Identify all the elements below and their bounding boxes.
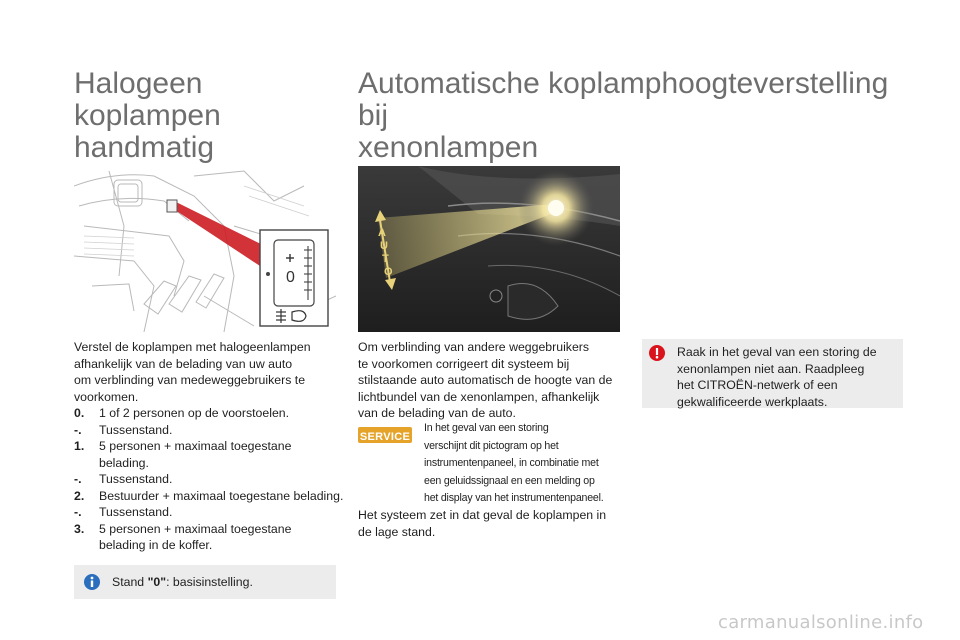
list-item <box>74 488 344 505</box>
service-description <box>424 420 624 508</box>
note-value: "0" <box>147 575 167 589</box>
list-text: 5 personen + maximaal toegestane belading. <box>99 439 292 470</box>
dashboard-drawing <box>74 166 336 332</box>
dial-zero-label: 0 <box>286 269 295 286</box>
auto-letter: U <box>380 240 388 252</box>
info-icon <box>84 574 100 590</box>
service-line: In het geval van een storing <box>424 422 549 434</box>
headlamp-photo <box>358 166 620 332</box>
auto-letter: T <box>382 253 389 265</box>
headlamp-adjust-illustration <box>74 166 336 332</box>
intro-line: te voorkomen corrigeert dit systeem bij <box>358 356 570 371</box>
right-title-line: xenonlampen <box>358 131 539 164</box>
list-number: 3. <box>74 521 85 536</box>
intro-line: Om verblinding van andere weggebruikers <box>358 340 590 354</box>
outro-line: de lage stand. <box>358 524 436 539</box>
outro-line: Het systeem zet in dat geval de koplampen in <box>358 508 607 522</box>
list-item <box>74 422 344 439</box>
left-intro <box>74 339 344 554</box>
info-note-text <box>112 574 253 591</box>
note-prefix: Stand <box>112 575 148 589</box>
list-number: -. <box>74 505 82 519</box>
right-title-line: Automatische koplamphoogteverstelling bij <box>358 67 889 132</box>
watermark: carmanualsonline.info <box>718 612 924 633</box>
intro-line: om verblinding van medeweggebruikers te <box>74 373 306 387</box>
xenon-headlamp-illustration <box>358 166 620 332</box>
list-text: Tussenstand. <box>99 505 173 519</box>
warning-line: xenonlampen niet aan. Raadpleeg <box>677 361 865 376</box>
intro-line: lichtbundel van de xenonlampen, afhankelijk <box>358 389 600 404</box>
warning-line: Raak in het geval van een storing de <box>677 345 877 359</box>
service-line: het display van het instrumentenpaneel. <box>424 492 604 504</box>
note-suffix: : basisinstelling. <box>166 575 253 589</box>
right-outro <box>358 507 620 540</box>
list-number: 1. <box>74 439 85 453</box>
info-note <box>74 565 336 599</box>
warning-line: het CITROËN-netwerk of een <box>677 378 838 392</box>
auto-letter: A <box>378 227 386 239</box>
list-text-block <box>99 521 291 554</box>
warning-note <box>642 339 903 408</box>
left-title-line: handmatig <box>74 131 215 164</box>
list-item <box>74 521 344 554</box>
list-item <box>74 471 344 488</box>
list-item <box>74 504 344 521</box>
list-text: belading in de koffer. <box>99 538 213 552</box>
list-item <box>74 438 344 471</box>
intro-line: voorkomen. <box>74 389 139 404</box>
service-icon <box>358 427 412 443</box>
list-text: 5 personen + maximaal toegestane <box>99 521 292 536</box>
list-number: -. <box>74 422 82 437</box>
service-label: SERVICE <box>359 431 411 443</box>
right-intro <box>358 339 620 422</box>
service-line: instrumentenpaneel, in combinatie met <box>424 457 599 469</box>
position-list <box>74 405 344 554</box>
service-line: verschijnt dit pictogram op het <box>424 439 559 452</box>
list-number: -. <box>74 472 82 486</box>
warning-icon <box>649 345 665 361</box>
intro-line: stilstaande auto automatisch de hoogte van de <box>358 373 613 387</box>
list-number: 0. <box>74 406 85 420</box>
left-title-line: koplampen <box>74 99 221 132</box>
list-text: 1 of 2 personen op de voorstoelen. <box>99 406 290 420</box>
auto-letter: O <box>384 266 393 278</box>
right-title <box>358 68 918 164</box>
intro-line: van de belading van de auto. <box>358 406 516 420</box>
list-text: Tussenstand. <box>99 472 173 486</box>
warning-line: gekwalificeerde werkplaats. <box>677 394 828 409</box>
service-line: een geluidssignaal en een melding op <box>424 474 595 487</box>
intro-line: Verstel de koplampen met halogeenlampen <box>74 340 311 354</box>
left-title-line: Halogeen <box>74 67 203 100</box>
list-text: Bestuurder + maximaal toegestane belading. <box>99 488 344 503</box>
list-item <box>74 405 344 422</box>
intro-line: afhankelijk van de belading van uw auto <box>74 356 293 371</box>
warning-text <box>677 344 899 410</box>
list-number: 2. <box>74 488 85 503</box>
list-text: Tussenstand. <box>99 422 173 437</box>
